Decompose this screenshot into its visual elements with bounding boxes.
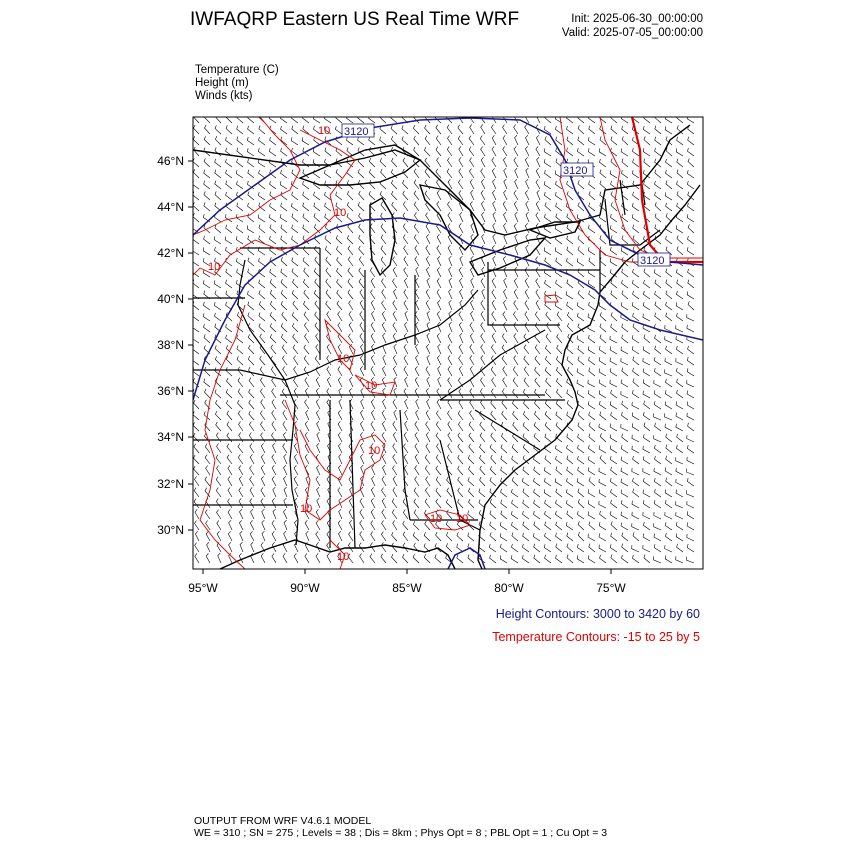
model-info-line-2: WE = 310 ; SN = 275 ; Levels = 38 ; Dis = 8km ; Phys Opt = 8 ; PBL Opt = 1 ; Cu Opt = 3 (194, 827, 608, 839)
height-contour-legend: Height Contours: 3000 to 3420 by 60 (495, 607, 700, 621)
field-label-temperature: Temperature (C) (195, 64, 279, 76)
valid-time: Valid: 2025-07-05_00:00:00 (561, 27, 703, 39)
lat-label-30n: 30°N (157, 523, 184, 537)
lon-label-75w: 75°W (596, 581, 626, 595)
height-contour-label: 3120 (344, 126, 369, 138)
height-contour-label: 3120 (640, 255, 665, 267)
field-label-height: Height (m) (195, 77, 249, 89)
init-time: Init: 2025-06-30_00:00:00 (571, 13, 703, 25)
lon-label-95w: 95°W (188, 581, 218, 595)
lon-label-85w: 85°W (392, 581, 422, 595)
temperature-contour-label: 10 (318, 125, 331, 137)
lat-label-46n: 46°N (157, 154, 184, 168)
lat-label-44n: 44°N (157, 200, 184, 214)
temperature-contour-label: 10 (430, 513, 443, 525)
temperature-contour-label: 10 (208, 261, 221, 273)
lat-label-34n: 34°N (157, 430, 184, 444)
lat-label-32n: 32°N (157, 477, 184, 491)
map-background (193, 117, 703, 569)
lat-label-38n: 38°N (157, 338, 184, 352)
height-contour-label: 3120 (563, 165, 588, 177)
temperature-contour-label: 10 (334, 207, 347, 219)
temperature-contour-label: 10 (300, 503, 313, 515)
lat-label-36n: 36°N (157, 384, 184, 398)
temperature-contour-label: 10 (337, 551, 350, 563)
temperature-contour-label: 10 (365, 380, 378, 392)
temperature-contour-label: 10 (337, 353, 350, 365)
field-label-winds: Winds (kts) (195, 90, 253, 102)
lat-label-40n: 40°N (157, 292, 184, 306)
lat-label-42n: 42°N (157, 246, 184, 260)
lon-label-80w: 80°W (494, 581, 524, 595)
temperature-contour-legend: Temperature Contours: -15 to 25 by 5 (492, 630, 700, 644)
temperature-contour-label: 10 (456, 513, 469, 525)
chart-title: IWFAQRP Eastern US Real Time WRF (190, 9, 520, 30)
lon-label-90w: 90°W (290, 581, 320, 595)
temperature-contour-label: 10 (368, 445, 381, 457)
model-info-line-1: OUTPUT FROM WRF V4.6.1 MODEL (194, 815, 372, 827)
